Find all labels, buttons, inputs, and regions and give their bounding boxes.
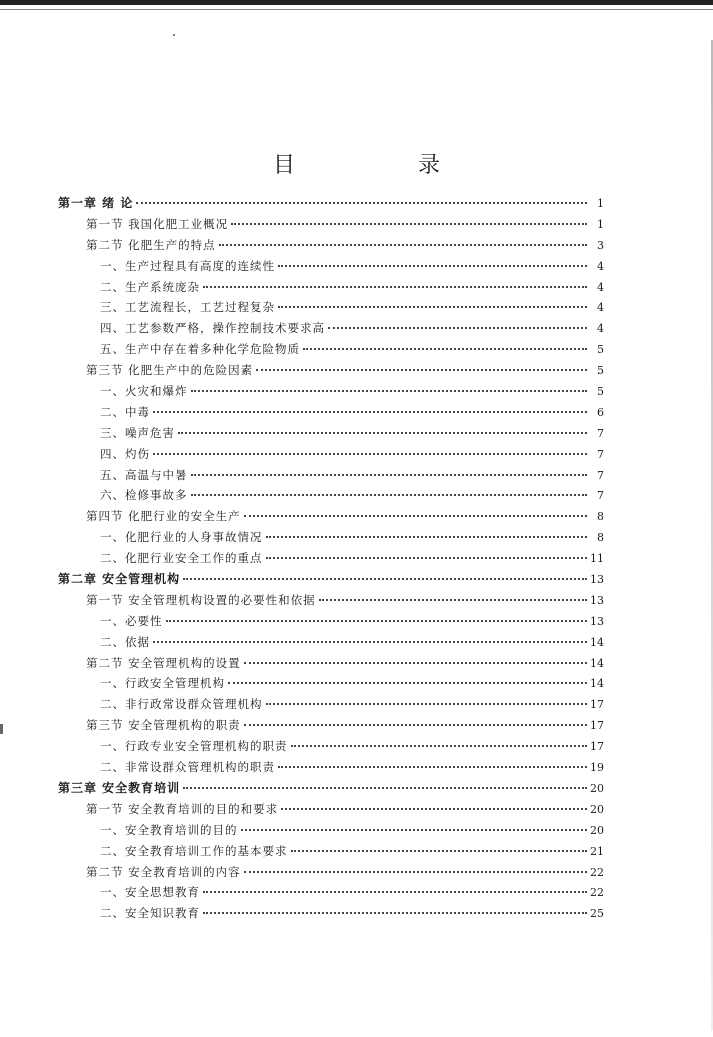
toc-entry-label: 三、工艺流程长，工艺过程复杂 [100,300,275,315]
toc-entry-page-number: 7 [597,489,604,503]
scan-speck [173,34,175,36]
toc-entry-label: 六、检修事故多 [100,488,188,503]
dot-leader [244,661,587,664]
dot-leader [191,473,588,476]
dot-leader [203,890,587,893]
toc-entry-page-number: 22 [590,886,604,900]
dot-leader [303,347,587,350]
toc-entry-item [58,318,604,339]
toc-entry-section [58,715,604,736]
toc-entry-page-number: 22 [590,865,604,879]
toc-entry-section [58,862,604,883]
toc-entry-page-number: 4 [597,280,604,294]
toc-entry-item [58,402,604,423]
toc-entry-item [58,611,604,632]
dot-leader [203,285,587,288]
toc-entry-item [58,757,604,778]
dot-leader [244,723,587,726]
table-of-contents [58,193,604,924]
dot-leader [166,619,588,622]
dot-leader [153,410,587,413]
toc-entry-label: 第二章 安全管理机构 [58,572,181,587]
toc-entry-page-number: 17 [590,719,604,733]
dot-leader [319,598,587,601]
dot-leader [241,828,588,831]
toc-entry-page-number: 20 [590,802,604,816]
toc-entry-label: 第四节 化肥行业的安全生产 [86,509,241,524]
toc-entry-page-number: 13 [590,573,604,587]
dot-leader [266,535,588,538]
toc-entry-page-number: 4 [597,301,604,315]
toc-entry-page-number: 14 [590,635,604,649]
dot-leader [256,368,587,371]
top-thin-line [0,9,713,10]
toc-entry-item [58,465,604,486]
toc-entry-chapter [58,778,604,799]
toc-entry-page-number: 4 [597,259,604,273]
toc-entry-section [58,506,604,527]
toc-entry-item [58,882,604,903]
toc-entry-label: 第三节 安全管理机构的职责 [86,718,241,733]
toc-entry-label: 三、噪声危害 [100,425,175,440]
toc-entry-label: 二、中毒 [100,404,150,419]
toc-entry-page-number: 4 [597,322,604,336]
toc-entry-label: 第一节 安全教育培训的目的和要求 [86,801,279,816]
toc-entry-item [58,423,604,444]
toc-entry-chapter [58,193,604,214]
dot-leader [266,702,588,705]
toc-entry-page-number: 7 [597,426,604,440]
toc-entry-label: 四、灼伤 [100,446,150,461]
dot-leader [228,681,587,684]
toc-entry-item [58,548,604,569]
toc-entry-section [58,360,604,381]
toc-entry-page-number: 13 [590,593,604,607]
toc-entry-item [58,841,604,862]
toc-entry-label: 二、依据 [100,634,150,649]
toc-entry-item [58,339,604,360]
toc-entry-label: 第三章 安全教育培训 [58,780,181,795]
toc-entry-page-number: 19 [590,761,604,775]
toc-entry-label: 一、行政专业安全管理机构的职责 [100,739,288,754]
dot-leader [278,305,587,308]
toc-entry-section [58,235,604,256]
toc-entry-section [58,590,604,611]
toc-entry-page-number: 17 [590,740,604,754]
toc-entry-page-number: 1 [597,197,604,210]
toc-entry-item [58,381,604,402]
toc-entry-page-number: 17 [590,698,604,712]
toc-entry-label: 一、生产过程具有高度的连续性 [100,258,275,273]
toc-entry-item [58,277,604,298]
toc-entry-section [58,214,604,235]
dot-leader [291,849,588,852]
toc-entry-page-number: 20 [590,781,604,795]
toc-entry-page-number: 5 [597,364,604,378]
toc-entry-label: 一、火灾和爆炸 [100,384,188,399]
toc-entry-page-number: 7 [597,468,604,482]
dot-leader [281,807,587,810]
toc-entry-page-number: 7 [597,447,604,461]
toc-entry-page-number: 3 [597,238,604,252]
toc-entry-page-number: 1 [597,217,604,231]
toc-entry-item [58,673,604,694]
dot-leader [328,326,587,329]
toc-entry-label: 五、生产中存在着多种化学危险物质 [100,342,300,357]
dot-leader [183,577,587,580]
toc-entry-section [58,799,604,820]
toc-entry-item [58,736,604,757]
toc-entry-label: 二、安全知识教育 [100,906,200,921]
scan-edge-mark [0,724,3,734]
toc-entry-label: 第一节 我国化肥工业概况 [86,216,229,231]
toc-entry-label: 一、行政安全管理机构 [100,676,225,691]
toc-entry-item [58,694,604,715]
toc-entry-item [58,527,604,548]
toc-entry-label: 第三节 化肥生产中的危险因素 [86,363,254,378]
toc-entry-label: 第二节 化肥生产的特点 [86,237,216,252]
dot-leader [278,765,587,768]
toc-entry-page-number: 11 [590,552,604,566]
toc-entry-label: 第二节 安全管理机构的设置 [86,655,241,670]
toc-entry-label: 二、非常设群众管理机构的职责 [100,760,275,775]
toc-entry-item [58,256,604,277]
toc-entry-label: 一、安全教育培训的目的 [100,822,238,837]
dot-leader [291,744,588,747]
dot-leader [219,243,587,246]
dot-leader [191,389,588,392]
dot-leader [266,556,588,559]
toc-entry-label: 第一章 绪 论 [58,196,134,210]
dot-leader [136,201,587,204]
toc-entry-page-number: 8 [597,510,604,524]
toc-entry-page-number: 5 [597,343,604,357]
dot-leader [191,493,588,496]
toc-entry-page-number: 14 [590,677,604,691]
toc-entry-page-number: 25 [590,907,604,921]
toc-entry-label: 一、安全思想教育 [100,885,200,900]
dot-leader [153,640,587,643]
toc-entry-item [58,632,604,653]
dot-leader [183,786,587,789]
toc-entry-label: 一、化肥行业的人身事故情况 [100,530,263,545]
toc-entry-label: 五、高温与中暑 [100,467,188,482]
toc-entry-label: 一、必要性 [100,613,163,628]
dot-leader [153,452,587,455]
dot-leader [203,911,587,914]
toc-entry-label: 第二节 安全教育培训的内容 [86,864,241,879]
toc-entry-page-number: 6 [597,405,604,419]
dot-leader [231,222,587,225]
dot-leader [178,431,587,434]
toc-entry-label: 二、非行政常设群众管理机构 [100,697,263,712]
top-border-line [0,0,713,5]
toc-entry-page-number: 21 [590,844,604,858]
toc-entry-label: 二、安全教育培训工作的基本要求 [100,843,288,858]
toc-entry-item [58,297,604,318]
toc-entry-page-number: 14 [590,656,604,670]
toc-entry-item [58,820,604,841]
toc-entry-item [58,444,604,465]
toc-entry-page-number: 13 [590,614,604,628]
toc-entry-page-number: 8 [597,531,604,545]
dot-leader [244,870,587,873]
page-title: 目 录 [273,153,498,178]
toc-entry-item [58,903,604,924]
toc-entry-chapter [58,569,604,590]
dot-leader [278,264,587,267]
dot-leader [244,514,587,517]
toc-entry-label: 四、工艺参数严格，操作控制技术要求高 [100,321,325,336]
toc-entry-label: 第一节 安全管理机构设置的必要性和依据 [86,592,316,607]
toc-entry-page-number: 5 [597,385,604,399]
toc-entry-page-number: 20 [590,823,604,837]
toc-entry-section [58,653,604,674]
toc-entry-item [58,485,604,506]
toc-entry-label: 二、化肥行业安全工作的重点 [100,551,263,566]
toc-entry-label: 二、生产系统庞杂 [100,279,200,294]
